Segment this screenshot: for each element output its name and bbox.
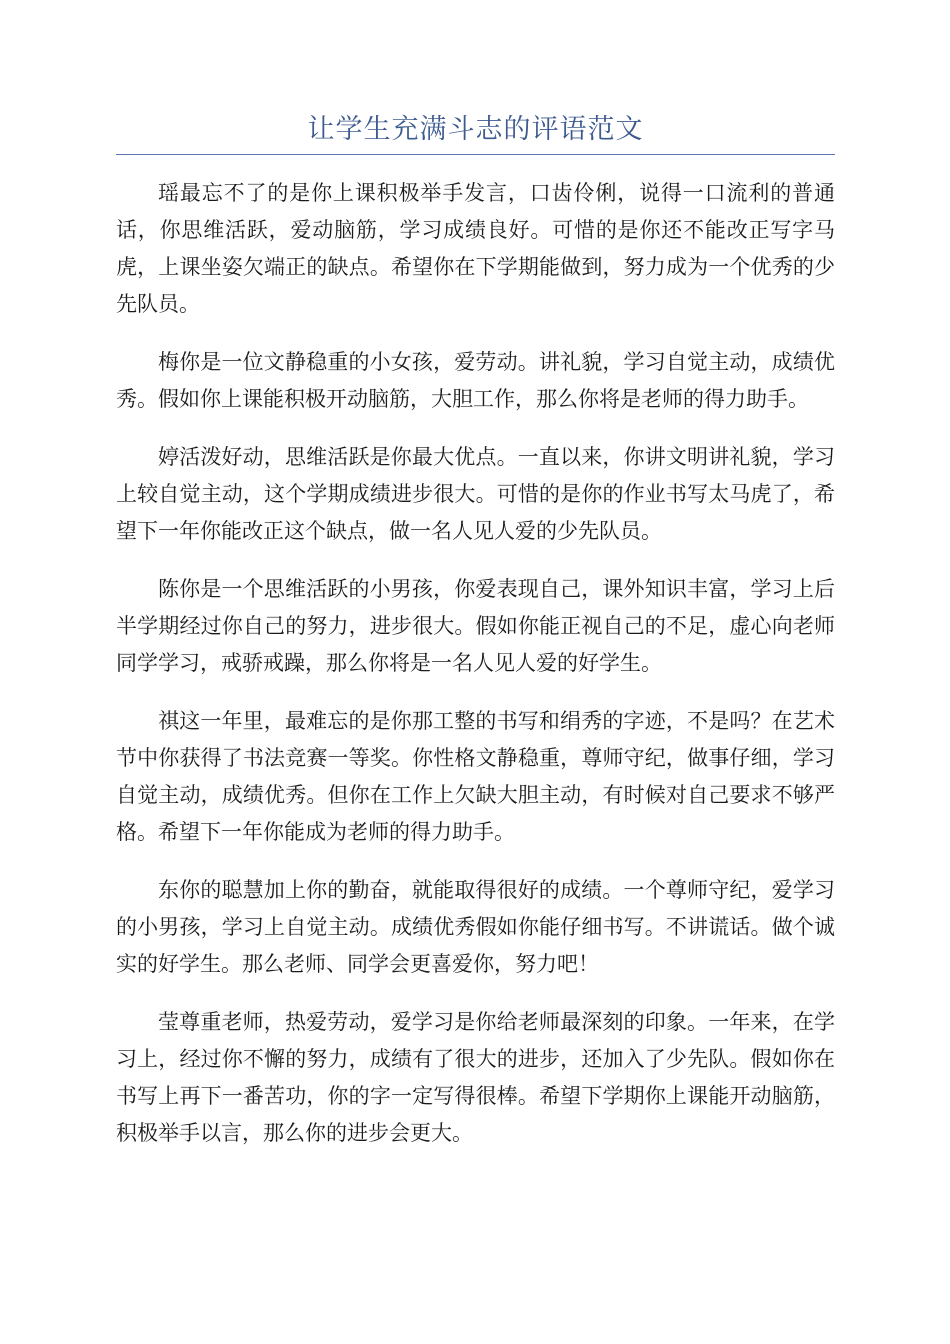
document-title: 让学生充满斗志的评语范文 bbox=[307, 114, 644, 145]
paragraph-2: 梅你是一位文静稳重的小女孩，爱劳动。讲礼貌，学习自觉主动，成绩优秀。假如你上课能积极开动脑筋，大胆工作，那么你将是老师的得力助手。 bbox=[116, 350, 835, 411]
paragraph-5: 祺这一年里，最难忘的是你那工整的书写和绢秀的字迹，不是吗？在艺术节中你获得了书法竞赛一等奖。你性格文静稳重，尊师守纪，做事仔细，学习自觉主动，成绩优秀。但你在工作上欠缺大胆主动，有时候对自己要求不够严格。希望下一年你能成为老师的得力助手。 bbox=[116, 709, 835, 844]
paragraph-4: 陈你是一个思维活跃的小男孩，你爱表现自己，课外知识丰富，学习上后半学期经过你自己的努力，进步很大。假如你能正视自己的不足，虚心向老师同学学习，戒骄戒躁，那么你将是一名人见人爱的好学生。 bbox=[116, 577, 835, 675]
paragraph-6: 东你的聪慧加上你的勤奋，就能取得很好的成绩。一个尊师守纪，爱学习的小男孩，学习上自觉主动。成绩优秀假如你能仔细书写。不讲谎话。做个诚实的好学生。那么老师、同学会更喜爱你，努力吧！ bbox=[116, 878, 835, 976]
title-block bbox=[116, 112, 835, 155]
paragraph-7: 莹尊重老师，热爱劳动，爱学习是你给老师最深刻的印象。一年来，在学习上，经过你不懈的努力，成绩有了很大的进步，还加入了少先队。假如你在书写上再下一番苦功，你的字一定写得很棒。希望下学期你上课能开动脑筋，积极举手以言，那么你的进步会更大。 bbox=[116, 1010, 835, 1145]
document-body bbox=[116, 175, 835, 1173]
paragraph-3: 婷活泼好动，思维活跃是你最大优点。一直以来，你讲文明讲礼貌，学习上较自觉主动，这个学期成绩进步很大。可惜的是你的作业书写太马虎了，希望下一年你能改正这个缺点，做一名人见人爱的少先队员。 bbox=[116, 445, 835, 543]
paragraph-1: 瑶最忘不了的是你上课积极举手发言，口齿伶俐，说得一口流利的普通话，你思维活跃，爱动脑筋，学习成绩良好。可惜的是你还不能改正写字马虎，上课坐姿欠端正的缺点。希望你在下学期能做到，努力成为一个优秀的少先队员。 bbox=[116, 181, 835, 316]
